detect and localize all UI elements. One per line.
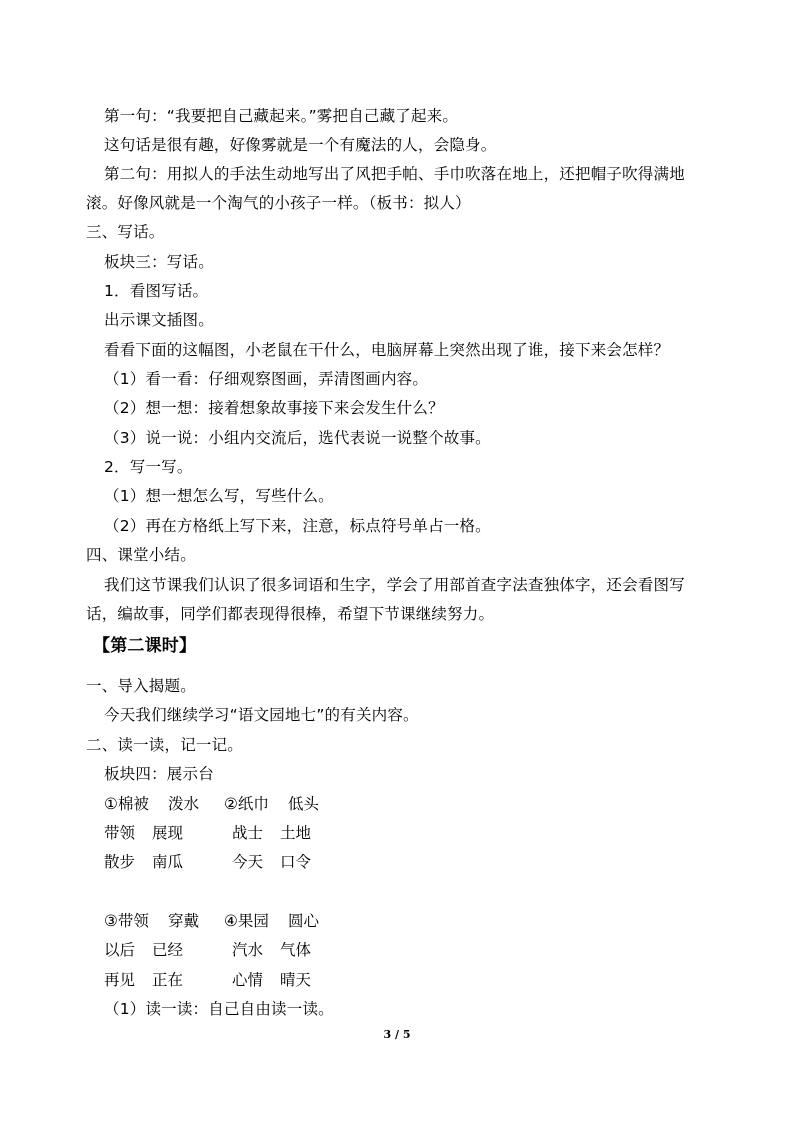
text-line: 第一句：“我要把自己藏起来。”雾把自己藏了起来。 <box>104 107 459 125</box>
lesson-heading: 【第二课时】 <box>93 636 197 656</box>
text-line: 话，编故事，同学们都表现得很棒，希望下节课继续努力。 <box>86 605 495 623</box>
word: 晴天 <box>280 971 312 989</box>
word: 圆心 <box>288 912 320 930</box>
word: 正在 <box>152 971 184 989</box>
text-line: 这句话是很有趣，好像雾就是一个有魔法的人，会隐身。 <box>104 136 497 154</box>
section-heading: 四、课堂小结。 <box>86 546 196 564</box>
word: 以后 <box>104 941 136 959</box>
text-line: （1）想一想怎么写，写些什么。 <box>104 487 334 505</box>
section-heading: 二、读一读，记一记。 <box>86 736 244 754</box>
text-line: 我们这节课我们认识了很多词语和生字，学会了用部首查字法查独体字，还会看图写 <box>104 576 685 594</box>
text-line: 出示课文插图。 <box>104 311 214 329</box>
word: 今天 <box>232 853 264 871</box>
text-line: 今天我们继续学习“语文园地七”的有关内容。 <box>104 706 419 724</box>
word: 带领 <box>104 824 136 842</box>
text-line: 板块四：展示台 <box>104 765 214 783</box>
word: 气体 <box>280 941 312 959</box>
section-heading: 一、导入揭题。 <box>86 677 196 695</box>
text-line: 板块三：写话。 <box>104 253 214 271</box>
word: 已经 <box>152 941 184 959</box>
text-line: （3）说一说：小组内交流后，选代表说一说整个故事。 <box>104 429 491 447</box>
text-line: 看看下面的这幅图，小老鼠在干什么，电脑屏幕上突然出现了谁，接下来会怎样？ <box>104 341 670 359</box>
text-line: 2．写一写。 <box>104 458 193 476</box>
word: 再见 <box>104 971 136 989</box>
word: 穿戴 <box>168 912 200 930</box>
word: 散步 <box>104 853 136 871</box>
word: 低头 <box>288 795 320 813</box>
text-line: 1．看图写话。 <box>104 282 209 300</box>
text-line: 第二句：用拟人的手法生动地写出了风把手帕、手巾吹落在地上，还把帽子吹得满地 <box>104 165 685 183</box>
section-heading: 三、写话。 <box>86 223 165 241</box>
word: 心情 <box>232 971 264 989</box>
text-line: （1）读一读：自己自由读一读。 <box>104 1000 334 1018</box>
word: 南瓜 <box>152 853 184 871</box>
text-line: 滚。好像风就是一个淘气的小孩子一样。（板书：拟人） <box>86 194 471 212</box>
word: 土地 <box>280 824 312 842</box>
word: ②纸巾 <box>224 795 269 813</box>
word: 口令 <box>280 853 312 871</box>
text-line: （2）想一想：接着想象故事接下来会发生什么？ <box>104 399 444 417</box>
word: ①棉被 <box>104 795 149 813</box>
text-line: （1）看一看：仔细观察图画，弄清图画内容。 <box>104 370 429 388</box>
word: 汽水 <box>232 941 264 959</box>
word: ③带领 <box>104 912 149 930</box>
word: 泼水 <box>168 795 200 813</box>
word: 战士 <box>232 824 264 842</box>
page-number: 3 / 5 <box>383 1028 411 1041</box>
word: ④果园 <box>224 912 269 930</box>
word: 展现 <box>152 824 184 842</box>
text-line: （2）再在方格纸上写下来，注意，标点符号单占一格。 <box>104 517 491 535</box>
